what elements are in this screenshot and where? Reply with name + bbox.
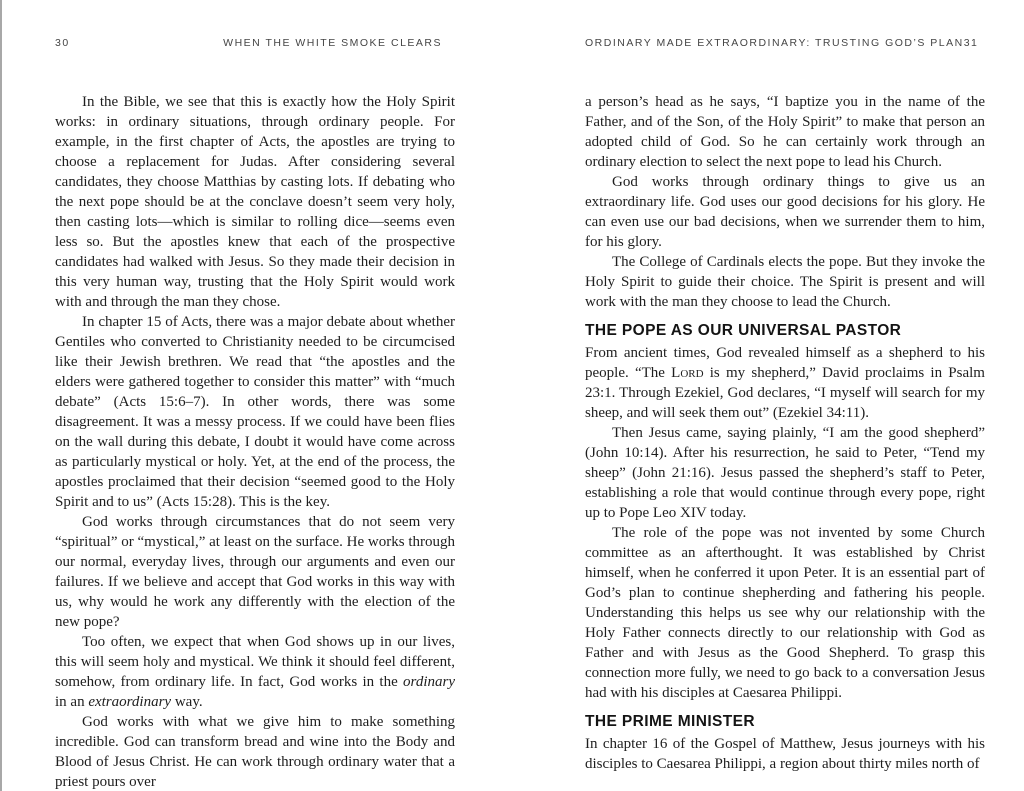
- paragraph: God works through ordinary things to give us an extraordinary life. God uses our good decisions for his glory. He can even use our bad decisions, when we surrender them to him, for his glory.: [585, 174, 985, 250]
- left-running-title: WHEN THE WHITE SMOKE CLEARS: [223, 37, 442, 49]
- section-heading: THE POPE AS OUR UNIVERSAL PASTOR: [585, 322, 902, 339]
- right-page-header: [585, 37, 985, 49]
- paragraph: God works with what we give him to make something incredible. God can transform bread and wine into the Body and Blood of Jesus Christ. He can work through ordinary water that a priest pours over: [55, 714, 455, 790]
- right-page-body: [585, 92, 985, 774]
- paragraph: Too often, we expect that when God shows up in our lives, this will seem holy and mystical. We think it should feel different, somehow, from ordinary life. In fact, God works in the ordinary in an extraordinary way.: [55, 634, 455, 710]
- left-page-body: [55, 92, 455, 791]
- right-running-title: ORDINARY MADE EXTRAORDINARY: TRUSTING GOD’S PLAN: [585, 37, 964, 49]
- paragraph: The College of Cardinals elects the pope. But they invoke the Holy Spirit to guide their choice. The Spirit is present and will work with the man they choose to lead the Church.: [585, 254, 985, 310]
- paragraph: From ancient times, God revealed himself as a shepherd to his people. “The Lord is my shepherd,” David proclaims in Psalm 23:1. Through Ezekiel, God declares, “I myself will search for my sheep, and will seek them out” (Ezekiel 34:11).: [585, 345, 985, 421]
- paragraph: God works through circumstances that do not seem very “spiritual” or “mystical,” at least on the surface. He works through our normal, everyday lives, through our arguments and even our failures. If we believe and accept that God works in this way with us, why would he work any differently with the election of the new pope?: [55, 514, 455, 630]
- paragraph: In the Bible, we see that this is exactly how the Holy Spirit works: in ordinary situations, through ordinary people. For example, in the first chapter of Acts, the apostles are trying to choose a replacement for Judas. After considering several candidates, they choose Matthias by casting lots. If debating who the next pope should be at the conclave doesn’t seem very holy, then casting lots—which is similar to rolling dice—seems even less so. But the apostles knew that each of the prospective candidates had walked with Jesus. So they made their decision in this very human way, trusting that the Holy Spirit would work with and through the man they chose.: [55, 94, 455, 310]
- paragraph: In chapter 15 of Acts, there was a major debate about whether Gentiles who converted to Christianity needed to be circumcised like their Jewish brethren. We read that “the apostles and the elders were gathered together to consider this matter” with “much debate” (Acts 15:6–7). In other words, there was some disagreement. It was a messy process. If we could have been flies on the wall during this debate, I doubt it would have come across as particularly mystical or holy. Yet, at the end of the process, the apostles proclaimed that their decision “seemed good to the Holy Spirit and to us” (Acts 15:28). This is the key.: [55, 314, 455, 510]
- page-edge-line: [0, 0, 2, 791]
- right-page: [585, 0, 985, 791]
- paragraph: In chapter 16 of the Gospel of Matthew, Jesus journeys with his disciples to Caesarea Philippi, a region about thirty miles north of: [585, 736, 985, 772]
- paragraph: a person’s head as he says, “I baptize you in the name of the Father, and of the Son, of the Holy Spirit” to make that person an adopted child of God. So he can certainly work through an ordinary election to select the next pope to lead his Church.: [585, 94, 985, 170]
- left-page: [55, 0, 455, 791]
- left-page-header: [55, 37, 455, 49]
- section-heading: THE PRIME MINISTER: [585, 713, 755, 730]
- paragraph: The role of the pope was not invented by some Church committee as an afterthought. It was established by Christ himself, when he conferred it upon Peter. It is an essential part of God’s plan to continue shepherding and fathering his people. Understanding this helps us see why our relationship with the Holy Father connects directly to our relationship with God as Father and with Jesus as the Good Shepherd. To grasp this connection more fully, we need to go back to a conversation Jesus had with his disciples at Caesarea Philippi.: [585, 525, 985, 701]
- paragraph: Then Jesus came, saying plainly, “I am the good shepherd” (John 10:14). After his resurrection, he said to Peter, “Tend my sheep” (John 21:16). Jesus passed the shepherd’s staff to Peter, establishing a role that would continue through every pope, right up to Pope Leo XIV today.: [585, 425, 985, 521]
- right-page-number: 31: [963, 37, 979, 49]
- left-page-number: 30: [55, 37, 70, 49]
